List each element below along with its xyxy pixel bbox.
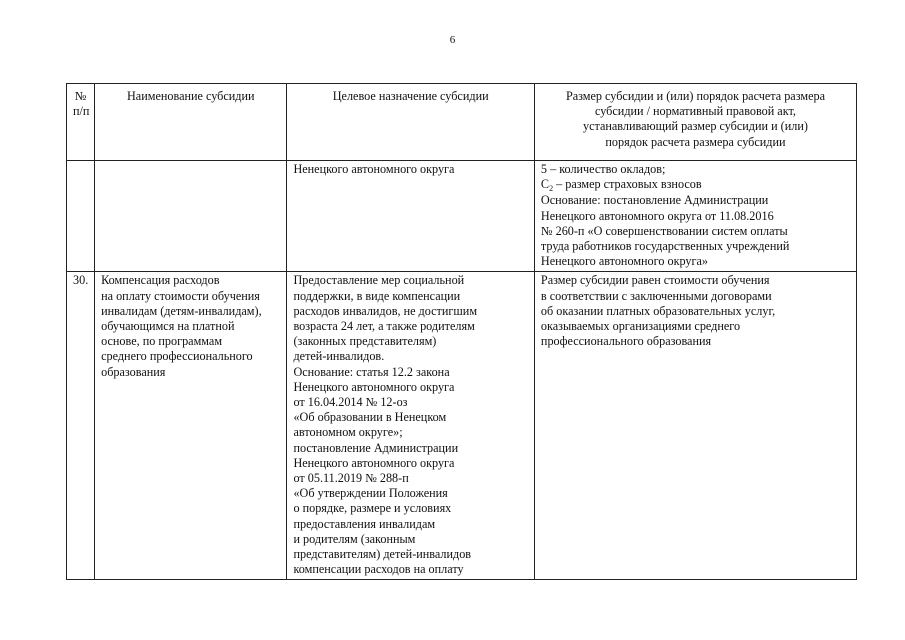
goal-line: возраста 24 лет, а также родителям bbox=[293, 319, 475, 334]
goal-line: Основание: статья 12.2 закона bbox=[293, 364, 450, 379]
size-line: 5 – количество окладов; bbox=[540, 162, 666, 176]
goal-line: компенсации расходов на оплату bbox=[293, 562, 464, 577]
goal-line: от 16.04.2014 № 12-оз bbox=[293, 395, 408, 410]
header-size-line: порядок расчета размера субсидии bbox=[605, 134, 786, 149]
name-line: обучающимся на платной bbox=[101, 319, 235, 334]
header-num-line: п/п bbox=[73, 104, 90, 119]
name-line: образования bbox=[101, 364, 166, 379]
header-num-line: № bbox=[74, 89, 87, 103]
goal-line: Ненецкого автономного округа bbox=[293, 162, 455, 176]
table-row-30 bbox=[67, 272, 857, 580]
goal-line: представителям) детей-инвалидов bbox=[293, 547, 472, 562]
size-line: труда работников государственных учреждений bbox=[540, 239, 790, 254]
goal-line: «Об образовании в Ненецком bbox=[293, 410, 447, 425]
size-line: Ненецкого автономного округа от 11.08.2016 bbox=[540, 208, 774, 223]
subsidy-table bbox=[66, 83, 857, 580]
goal-line: «Об утверждении Положения bbox=[293, 486, 448, 501]
cell-name bbox=[95, 272, 287, 580]
table-header-row bbox=[67, 84, 857, 161]
goal-line: постановление Администрации bbox=[293, 440, 459, 455]
size-line: в соответствии с заключенными договорами bbox=[540, 288, 772, 303]
goal-line: Ненецкого автономного округа bbox=[293, 379, 455, 394]
goal-line: предоставления инвалидам bbox=[293, 516, 436, 531]
name-line: инвалидам (детям-инвалидам), bbox=[101, 303, 262, 318]
size-line: № 260-п «О совершенствовании систем оплаты bbox=[540, 223, 788, 238]
c-letter: С bbox=[540, 177, 550, 192]
header-name bbox=[95, 84, 287, 161]
size-line: об оказании платных образовательных услуг, bbox=[540, 303, 776, 318]
size-line: Основание: постановление Администрации bbox=[540, 193, 769, 208]
cell-num bbox=[67, 161, 95, 272]
header-size-line: субсидии / нормативный правовой акт, bbox=[595, 104, 796, 119]
cell-goal bbox=[287, 272, 534, 580]
name-line: основе, по программам bbox=[101, 334, 223, 349]
header-name-line: Наименование субсидии bbox=[127, 89, 255, 103]
cell-size bbox=[534, 161, 856, 272]
header-size-line: Размер субсидии и (или) порядок расчета размера bbox=[565, 89, 825, 103]
goal-line: о порядке, размере и условиях bbox=[293, 501, 452, 516]
page-number: 6 bbox=[449, 34, 456, 46]
size-line: оказываемых организациями среднего bbox=[540, 319, 741, 334]
name-line: Компенсация расходов bbox=[101, 273, 220, 288]
name-line: среднего профессионального bbox=[101, 349, 253, 364]
header-size-line: устанавливающий размер субсидии и (или) bbox=[582, 119, 808, 134]
goal-line: автономном округе»; bbox=[293, 425, 403, 440]
size-line: Размер субсидии равен стоимости обучения bbox=[540, 273, 770, 288]
goal-line: (законных представителям) bbox=[293, 334, 437, 349]
size-line: Ненецкого автономного округа» bbox=[540, 254, 709, 269]
size-line: профессионального образования bbox=[540, 334, 712, 349]
c-description: – размер страховых взносов bbox=[553, 177, 702, 192]
goal-line: поддержки, в виде компенсации bbox=[293, 288, 461, 303]
header-num bbox=[67, 84, 95, 161]
goal-line: Ненецкого автономного округа bbox=[293, 455, 455, 470]
header-goal-line: Целевое назначение субсидии bbox=[332, 89, 489, 103]
cell-goal bbox=[287, 161, 534, 272]
cell-name bbox=[95, 161, 287, 272]
c-subscript: 2 bbox=[549, 184, 554, 194]
header-size bbox=[534, 84, 856, 161]
goal-line: расходов инвалидов, не достигшим bbox=[293, 303, 478, 318]
table-row-continuation bbox=[67, 161, 857, 272]
cell-size bbox=[534, 272, 856, 580]
size-line-insurance bbox=[541, 177, 850, 193]
header-goal bbox=[287, 84, 534, 161]
goal-line: детей-инвалидов. bbox=[293, 349, 385, 364]
name-line: на оплату стоимости обучения bbox=[101, 288, 260, 303]
goal-line: от 05.11.2019 № 288-п bbox=[293, 471, 409, 486]
goal-line: Предоставление мер социальной bbox=[293, 273, 465, 288]
goal-line: и родителям (законным bbox=[293, 531, 416, 546]
cell-num: 30. bbox=[67, 272, 95, 580]
